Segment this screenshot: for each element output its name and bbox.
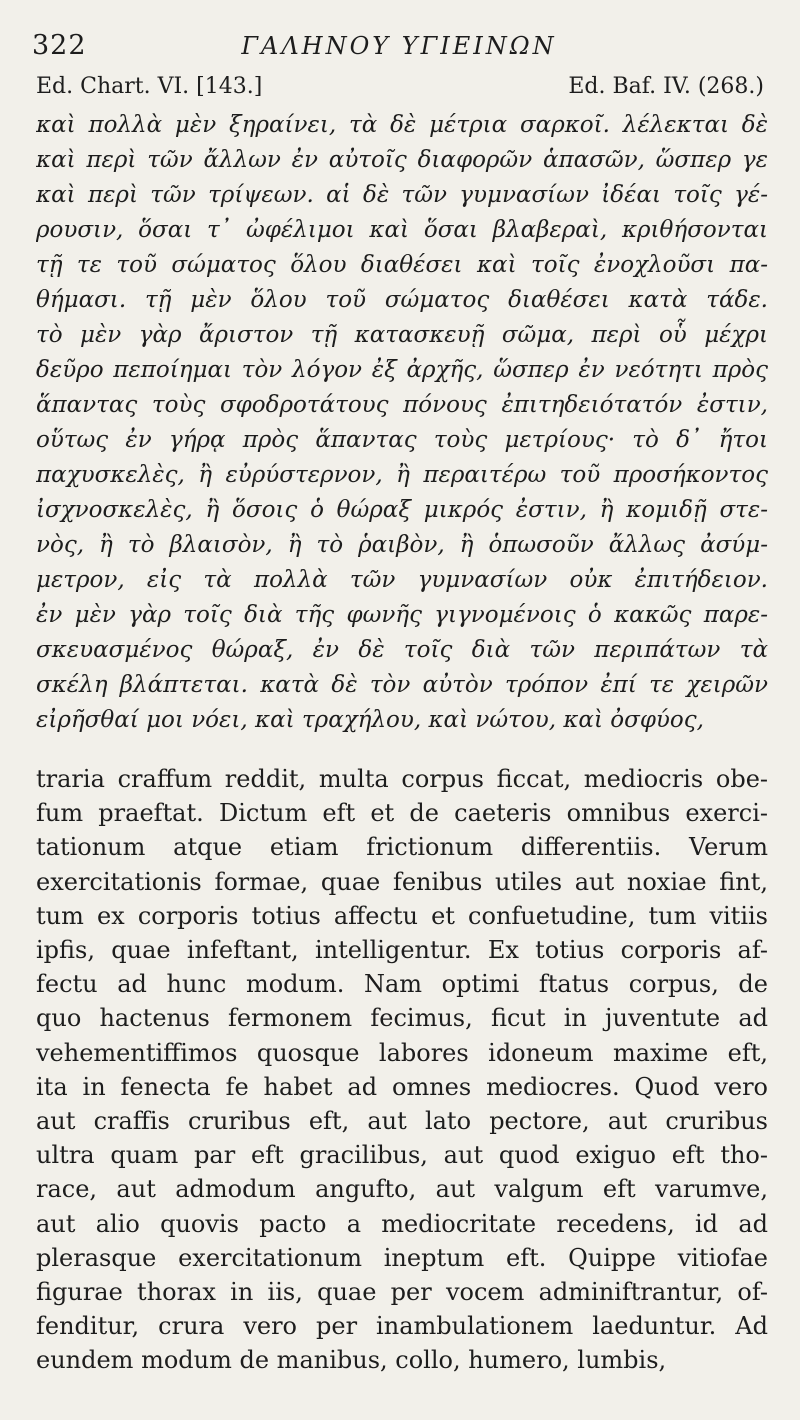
latin-text-line: quo hactenus fermonem fecimus, ficut in juventute ad [36,1004,768,1033]
greek-text-line: ἐν μὲν γὰρ τοῖς διὰ τῆς φωνῆς γιγνομένοις ὁ κακῶς παρε- [36,602,768,628]
latin-text-line: ultra quam par eft gracilibus, aut quod exiguo eft tho- [36,1141,768,1170]
latin-text-line: tum ex corporis totius affectu et confuetudine, tum vitiis [36,901,768,930]
greek-text-line: καὶ περὶ τῶν τρίψεων. αἱ δὲ τῶν γυμνασίων ἰδέαι τοῖς γέ- [36,182,768,208]
greek-text-line: θήμασι. τῇ μὲν ὅλου τοῦ σώματος διαθέσει κατὰ τάδε. [36,287,768,313]
greek-text-line: οὕτως ἐν γήρᾳ πρὸς ἅπαντας τοὺς μετρίους· τὸ δ᾽ ἤτοι [36,427,768,453]
latin-text-line: ipfis, quae infeftant, intelligentur. Ex totius corporis af- [36,936,768,965]
latin-text-line: race, aut admodum angufto, aut valgum eft varumve, [36,1175,768,1204]
latin-text-line: vehementiffimos quosque labores idoneum maxime eft, [36,1038,768,1067]
latin-text-line: aut craffis cruribus eft, aut lato pectore, aut cruribus [36,1107,768,1136]
running-title: ΓΑΛΗΝΟΥ ΥΓΙΕΙΝΩΝ [241,32,557,60]
greek-text-line: παχυσκελὲς, ἢ εὐρύστερνον, ἢ περαιτέρω τοῦ προσήκοντος [36,462,768,488]
greek-text-line: μετρον, εἰς τὰ πολλὰ τῶν γυμνασίων οὐκ ἐπιτήδειον. [36,567,768,593]
latin-text-line: traria craffum reddit, multa corpus ficcat, mediocris obe- [36,765,768,793]
latin-text-line: fum praeftat. Dictum eft et de caeteris omnibus exerci- [36,799,768,828]
latin-text-line: eundem modum de manibus, collo, humero, lumbis, [36,1346,667,1375]
greek-text-line: σκευασμένος θώραξ, ἐν δὲ τοῖς διὰ τῶν περιπάτων τὰ [36,637,768,663]
edition-chartier: Ed. Chart. VI. [143.] [36,74,263,99]
page-header [32,28,766,62]
edition-references [36,74,764,104]
greek-text-line: τὸ μὲν γὰρ ἄριστον τῇ κατασκευῇ σῶμα, περὶ οὗ μέχρι [36,322,768,348]
greek-text-line: ρουσιν, ὅσαι τ᾽ ὠφέλιμοι καὶ ὅσαι βλαβεραὶ, κριθήσονται [36,217,768,243]
greek-text-line: δεῦρο πεποίημαι τὸν λόγον ἐξ ἀρχῆς, ὥσπερ ἐν νεότητι πρὸς [36,357,768,383]
latin-text-line: aut alio quovis pacto a mediocritate recedens, id ad [36,1209,768,1238]
greek-text-line: ἅπαντας τοὺς σφοδροτάτους πόνους ἐπιτηδειότατόν ἐστιν, [36,392,768,418]
greek-text-block [36,108,768,738]
latin-text-block [36,762,768,1378]
greek-text-line: νὸς, ἢ τὸ βλαισὸν, ἢ τὸ ῥαιβὸν, ἢ ὁπωσοῦν ἄλλως ἀσύμ- [36,532,768,558]
greek-text-line: τῇ τε τοῦ σώματος ὅλου διαθέσει καὶ τοῖς ἐνοχλοῦσι πα- [36,252,768,278]
greek-text-line: εἰρῆσθαί μοι νόει, καὶ τραχήλου, καὶ νώτου, καὶ ὀσφύος, [36,707,704,733]
latin-text-line: fectu ad hunc modum. Nam optimi ftatus corpus, de [36,970,768,999]
latin-text-line: tationum atque etiam frictionum differentiis. Verum [36,833,768,862]
edition-basel: Ed. Baf. IV. (268.) [568,74,764,99]
latin-text-line: plerasque exercitationum ineptum eft. Quippe vitiofae [36,1243,768,1272]
latin-text-line: ita in fenecta fe habet ad omnes mediocres. Quod vero [36,1072,768,1101]
greek-text-line: καὶ πολλὰ μὲν ξηραίνει, τὰ δὲ μέτρια σαρκοῖ. λέλεκται δὲ [36,112,768,138]
latin-text-line: exercitationis formae, quae fenibus utiles aut noxiae fint, [36,867,768,896]
greek-text-line: σκέλη βλάπτεται. κατὰ δὲ τὸν αὐτὸν τρόπον ἐπί τε χειρῶν [36,672,768,698]
latin-text-line: fenditur, crura vero per inambulationem laeduntur. Ad [36,1312,768,1341]
greek-text-line: ἰσχνοσκελὲς, ἢ ὅσοις ὁ θώραξ μικρός ἐστιν, ἢ κομιδῇ στε- [36,497,768,523]
page-number: 322 [32,30,87,61]
greek-text-line: καὶ περὶ τῶν ἄλλων ἐν αὐτοῖς διαφορῶν ἁπασῶν, ὥσπερ γε [36,147,768,173]
latin-text-line: figurae thorax in iis, quae per vocem adminiftrantur, of- [36,1278,768,1307]
